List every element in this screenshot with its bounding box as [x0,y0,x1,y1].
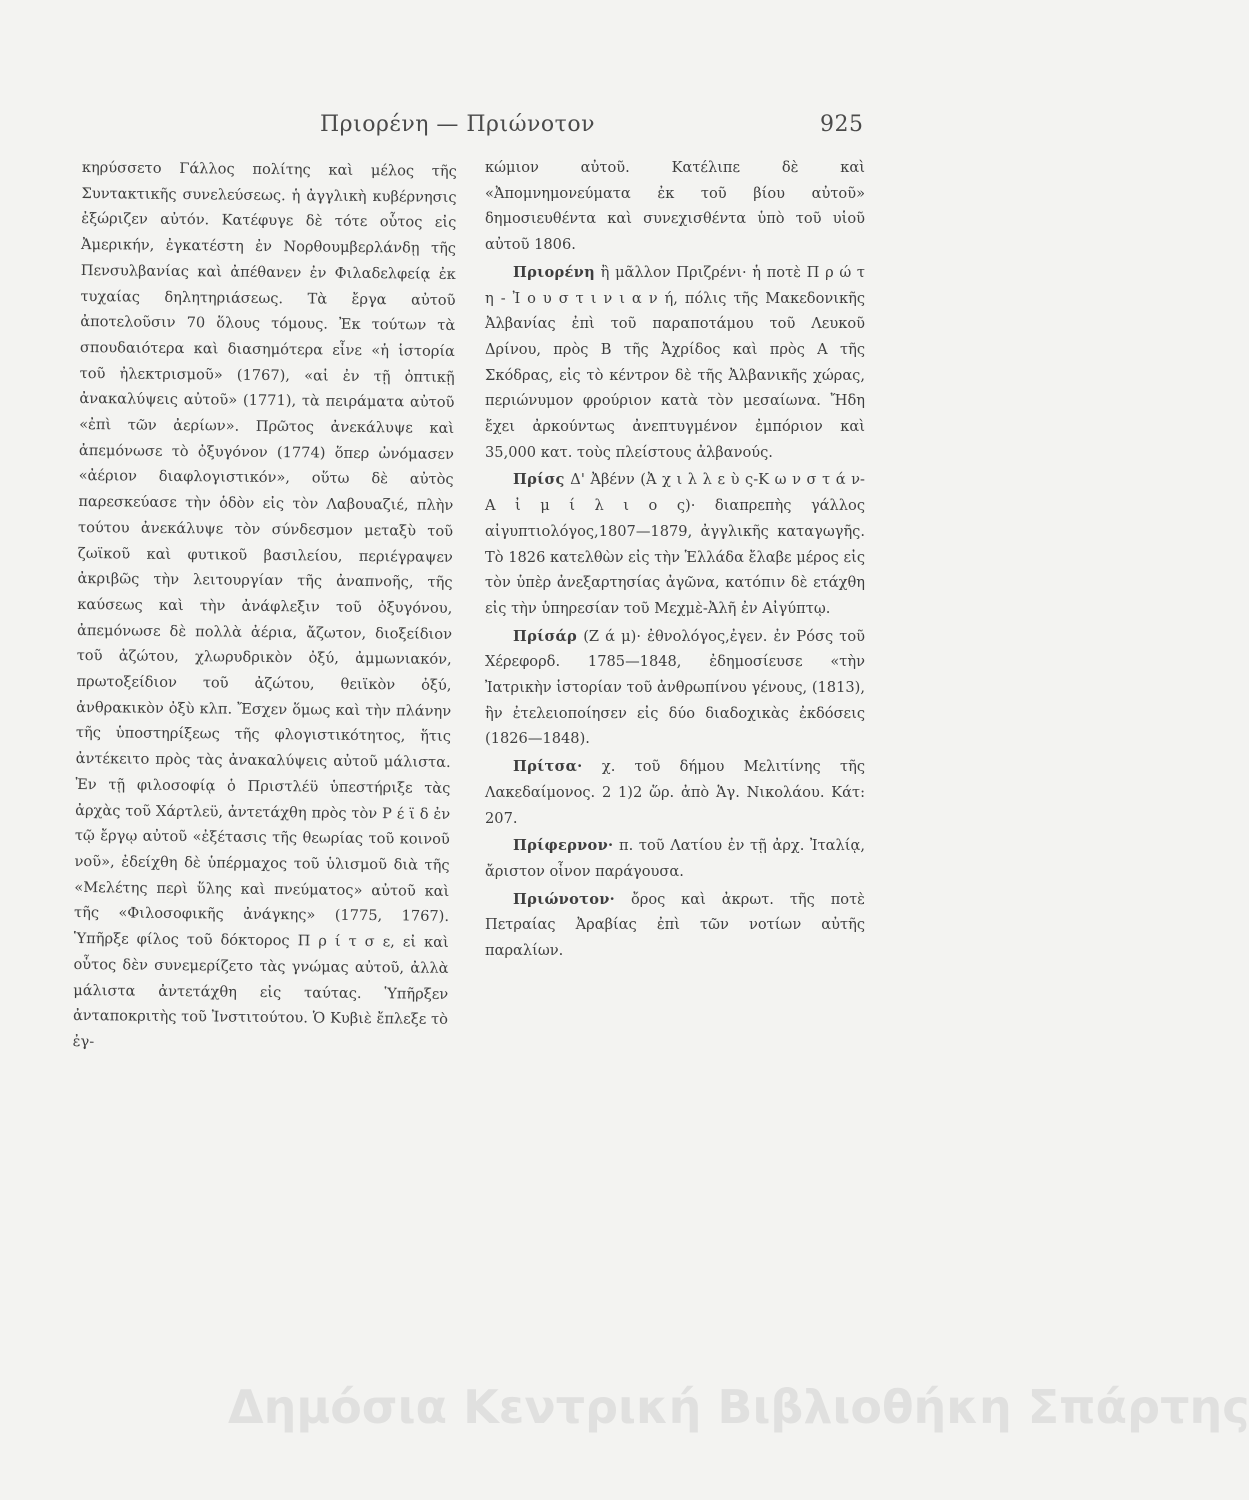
dictionary-entry [485,754,865,831]
entry-text: π. τοῦ Λατίου ἐν τῇ ἀρχ. Ἰταλίᾳ, ἄριστον οἶνον παράγουσα. [485,837,865,880]
continuation-text: κώμιον αὐτοῦ. Κατέλιπε δὲ καὶ «Ἀπομνημονεύματα ἐκ τοῦ βίου αὐτοῦ» δημοσιευθέντα καὶ συνεχισθέντα ὑπὸ τοῦ υἱοῦ αὐτοῦ 1806. [485,159,865,254]
left-column-text: κηρύσσετο Γάλλος πολίτης καὶ μέλος τῆς Συντακτικῆς συνελεύσεως. ἡ ἀγγλικὴ κυβέρνησις ἐξώριζεν αὐτόν. Κατέφυγε δὲ τότε οὗτος εἰς Ἀμερικήν, ἐγκατέστη ἐν Νορθουμβερλάνδῃ τῆς Πενσυλβανίας καὶ ἀπέθανεν ἐν Φιλαδελφείᾳ ἐκ τυχαίας δηλητηριάσεως. Τὰ ἔργα αὐτοῦ ἀποτελοῦσιν 70 ὅλους τόμους. Ἐκ τούτων τὰ σπουδαιότερα καὶ διασημότερα εἶνε «ἡ ἱστορία τοῦ ἠλεκτρισμοῦ» (1767), «αἱ ἐν τῇ ὀπτικῇ ἀνακαλύψεις αὐτοῦ» (1771), τὰ πειράματα αὐτοῦ «ἐπὶ τῶν ἀερίων». Πρῶτος ἀνεκάλυψε καὶ ἀπεμόνωσε τὸ ὀξυγόνον (1774) ὅπερ ὠνόμασεν «ἀέριον διαφλογιστικόν», οὕτω δὲ αὐτὸς παρεσκεύασε τὴν ὁδὸν εἰς τὸν Λαβουαζιέ, πλὴν τούτου ἀνεκάλυψε τὸν σύνδεσμον μεταξὺ τοῦ ζωϊκοῦ καὶ φυτικοῦ βασιλείου, περιέγραψεν ἀκριβῶς τὴν λειτουργίαν τῆς ἀναπνοῆς, τῆς καύσεως καὶ τὴν ἀνάφλεξιν τοῦ ὀξυγόνου, ἀπεμόνωσε δὲ πολλὰ ἀέρια, ἄζωτον, διοξείδιον τοῦ ἀζώτου, χλωρυδρικὸν ὀξύ, ἀμμωνιακόν, πρωτοξείδιον τοῦ ἀζώτου, θειϊκὸν ὀξύ, ἀνθρακικὸν ὀξὺ κλπ. Ἔσχεν ὅμως καὶ τὴν πλάνην τῆς ὑποστηρίξεως τῆς φλογιστικότητος, ἥτις ἀντέκειτο πρὸς τὰς ἀνακαλύψεις αὐτοῦ μάλιστα. Ἐν τῇ φιλοσοφίᾳ ὁ Πριστλέϋ ὑπεστήριξε τὰς ἀρχὰς τοῦ Χάρτλεϋ, ἀντετάχθη πρὸς τὸν Ρ έ ϊ δ ἐν τῷ ἔργῳ αὐτοῦ «ἐξέτασις τῆς θεωρίας τοῦ κοινοῦ νοῦ», ἐδείχθη δὲ ὑπέρμαχος τοῦ ὑλισμοῦ διὰ τῆς «Μελέτης περὶ ὕλης καὶ πνεύματος» αὐτοῦ καὶ τῆς «Φιλοσοφικῆς ἀνάγκης» (1775, 1767). Ὑπῆρξε φίλος τοῦ δόκτορος Π ρ ί τ σ ε, εἰ καὶ οὗτος δὲν συνεμερίζετο τὰς γνώμας αὐτοῦ, ἀλλὰ μάλιστα ἀντετάχθη εἰς ταύτας. Ὑπῆρξεν ἀνταποκριτὴς τοῦ Ἰνστιτούτου. Ὁ Κυβιὲ ἔπλεξε τὸ ἐγ- [72,158,457,1051]
left-column [73,155,457,1060]
entry-headword: Πριορένη [513,263,595,281]
entry-headword: Πρίφερνον· [513,837,614,855]
dictionary-entry [485,624,865,753]
page-number: 925 [820,112,864,137]
dictionary-entry [485,833,865,884]
library-watermark: Δημόσια Κεντρική Βιβλιοθήκη Σπάρτης [228,1380,1249,1434]
entry-text: Δ' Ἀβένν (Ἀ χ ι λ λ ε ὺ ς-Κ ω ν σ τ ά ν- Α ἰ μ ί λ ι ο ς)· διαπρεπὴς γάλλος αἰγυπτιολόγος,1807—1879, ἀγγλικῆς καταγωγῆς. Τὸ 1826 κατελθὼν εἰς τὴν Ἑλλάδα ἔλαβε μέρος εἰς τὸν ὑπὲρ ἀνεξαρτησίας ἀγῶνα, κατόπιν δὲ ετάχθη εἰς τὴν ὑπηρεσίαν τοῦ Μεχμὲ-Ἀλῆ ἐν Αἰγύπτῳ. [485,471,865,617]
entry-headword: Πρίτσα· [513,758,583,776]
entry-text: ὄρος καὶ ἀκρωτ. τῆς ποτὲ Πετραίας Ἀραβίας ἐπὶ τῶν νοτίων αὐτῆς παραλίων. [485,890,865,960]
entry-headword: Πρίσς [513,471,565,489]
entry-headword: Πρίσάρ [513,627,578,645]
entry-text: (Ζ ά μ)· ἐθνολόγος,ἐγεν. ἐν Ρόσς τοῦ Χέρεφορδ. 1785—1848, ἐδημοσίευσε «τὴν Ἰατρικὴν ἱστορίαν τοῦ ἀνθρωπίνου γένους, (1813), ἣν ἐτελειοποίησεν εἰς δύο διαδοχικὰς ἐκδόσεις (1826—1848). [485,627,865,748]
dictionary-entry [485,887,865,964]
dictionary-entry [485,467,865,621]
dictionary-entry [485,260,865,466]
entry-text: ἢ μᾶλλον Πριζρένι· ἡ ποτὲ Π ρ ώ τ η - Ἰ ο υ σ τ ι ν ι α ν ή, πόλις τῆς Μακεδονικῆς Ἀλβανίας ἐπὶ τοῦ παραποτάμου τοῦ Λευκοῦ Δρίνου, πρὸς Β τῆς Ἀχρίδος καὶ πρὸς Α τῆς Σκόδρας, εἰς τὸ κέντρον δὲ τῆς Ἀλβανικῆς χώρας, περιώνυμον φρούριον κατὰ τὸν μεσαίωνα. Ἤδη ἔχει ἀρκούντως ἀνεπτυγμένον ἐμπόριον καὶ 35,000 κατ. τοὺς πλείστους ἀλβανούς. [485,263,865,461]
entry-text: χ. τοῦ δήμου Μελιτίνης τῆς Λακεδαίμονος. 2 1)2 ὥρ. ἀπὸ Ἁγ. Νικολάου. Κάτ: 207. [485,758,865,827]
running-title: Πριορένη — Πριώνοτον [320,112,595,137]
entry-headword: Πριώνοτον· [513,890,616,908]
right-column [485,155,865,966]
